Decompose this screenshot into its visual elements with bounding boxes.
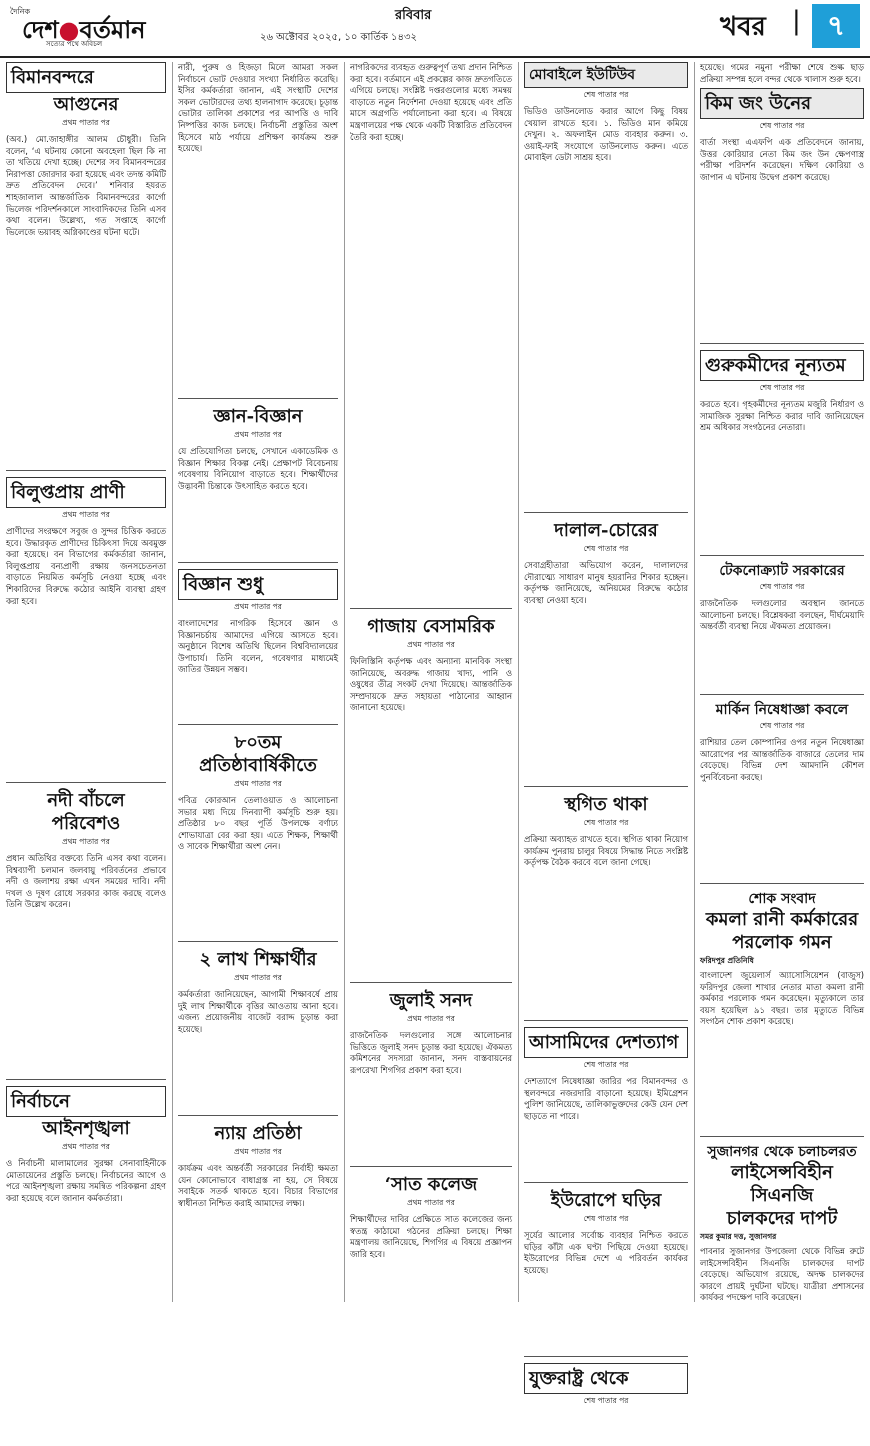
story-headline[interactable]: ইউরোপে ঘড়ির bbox=[550, 1190, 662, 1211]
story-separator bbox=[700, 343, 864, 344]
story-headline[interactable]: কিম জং উনের bbox=[700, 88, 864, 119]
story-seven-colleges[interactable] bbox=[350, 1173, 512, 1334]
story-headline[interactable]: পরিবেশও bbox=[51, 813, 121, 834]
story-headline[interactable]: গাজায় বেসামরিক bbox=[367, 616, 495, 637]
story-body: কর্মকর্তারা জানিয়েছেন, আগামী শিক্ষাবর্ষে প্রায় দুই লাখ শিক্ষার্থীকে বৃত্তির আওতায় আনা হবে। এজন্য প্রয়োজনীয় বাজেট বরাদ্দ চূড়ান্ত করা হয়েছে। bbox=[178, 989, 338, 1034]
continued-label: শেষ পাতার পর bbox=[583, 1214, 629, 1223]
story-election-security[interactable] bbox=[6, 1086, 166, 1358]
story-headline[interactable]: জ্ঞান-বিজ্ঞান bbox=[213, 406, 303, 427]
column-divider bbox=[344, 62, 345, 1302]
story-body: প্রক্রিয়া অব্যাহত রাখতে হবে। স্থগিত থাকা নিয়োগ কার্যক্রম পুনরায় চালুর বিষয়ে সিদ্ধান্ত নিতে সংশ্লিষ্ট কর্তৃপক্ষ বৈঠক করবে বলে জানা গেছে। bbox=[524, 834, 688, 868]
story-headline[interactable]: আসামিদের দেশত্যাগ bbox=[524, 1027, 688, 1058]
story-separator bbox=[350, 608, 512, 609]
story-80th-anniversary[interactable] bbox=[178, 731, 338, 935]
story-river-environment[interactable] bbox=[6, 789, 166, 1073]
continued-label: প্রথম পাতার পর bbox=[62, 118, 110, 127]
story-body: দেশত্যাগে নিষেধাজ্ঞা জারির পর বিমানবন্দর ও স্থলবন্দরে নজরদারি বাড়ানো হয়েছে। ইমিগ্রেশন পুলিশ জানিয়েছে, তালিকাভুক্তদের কেউ যেন দেশ ছাড়তে না পারে। bbox=[524, 1076, 688, 1121]
issue-date: ২৬ অক্টোবর ২০২৫, ১০ কার্তিক ১৪৩২ bbox=[260, 32, 417, 43]
logo-part2: বর্তমান bbox=[79, 15, 146, 44]
story-science-only[interactable] bbox=[178, 569, 338, 718]
story-headline[interactable]: গুরুকমীদের নূন্যতম bbox=[700, 350, 864, 381]
column-divider bbox=[694, 62, 695, 1302]
story-headline[interactable]: সুজানগর থেকে চলাচলরত bbox=[707, 1144, 857, 1160]
continued-label: শেষ পাতার পর bbox=[583, 1060, 629, 1069]
continued-label: প্রথম পাতার পর bbox=[407, 1198, 455, 1207]
story-body: নাগরিকদের ব্যবহৃত গুরুত্বপূর্ণ তথ্য প্রদান নিশ্চিত করা হবে। বর্তমানে এই প্রকল্পের কাজ দ্রুতগতিতে এগিয়ে চলছে। সংশ্লিষ্ট দপ্তরগুলোর মধ্যে সমন্বয় বাড়াতে নতুন নির্দেশনা দেওয়া হয়েছে এবং প্রতি মাসে অগ্রগতি পর্যালোচনা করা হবে। এ বিষয়ে মন্ত্রণালয়ের পক্ষ থেকে একটি বিস্তারিত প্রতিবেদন তৈরি করা হচ্ছে। bbox=[350, 62, 512, 142]
story-headline[interactable]: নদী বাঁচলে bbox=[47, 790, 125, 811]
story-endangered-animals[interactable] bbox=[6, 477, 166, 776]
story-separator bbox=[178, 1115, 338, 1116]
story-domestic-workers[interactable] bbox=[700, 350, 864, 549]
story-accused-leaving-country[interactable] bbox=[524, 1027, 688, 1176]
logo-slogan: সত্যের পথে অবিচল bbox=[46, 40, 103, 48]
story-headline[interactable]: দালাল-চোরের bbox=[554, 520, 658, 541]
story-body: সূর্যের আলোর সর্বোচ্চ ব্যবহার নিশ্চিত করতে ঘড়ির কাঁটা এক ঘণ্টা পিছিয়ে দেওয়া হয়েছে। ইউরোপের বিভিন্ন দেশে এ পরিবর্তন কার্যকর হয়েছে। bbox=[524, 1230, 688, 1275]
story-europe-clock[interactable] bbox=[524, 1189, 688, 1350]
story-headline[interactable]: ৮০তম bbox=[234, 732, 282, 753]
story-mobile-youtube[interactable] bbox=[524, 62, 688, 506]
logo-separator: ● bbox=[58, 15, 80, 44]
story-separator bbox=[350, 1166, 512, 1167]
continued-label: শেষ পাতার পর bbox=[759, 582, 805, 591]
story-body: সেবাগ্রহীতারা অভিযোগ করেন, দালালদের দৌরাত্ম্যে সাধারণ মানুষ হয়রানির শিকার হচ্ছেন। কর্তৃপক্ষ জানিয়েছে, অনিয়মের বিরুদ্ধে কঠোর ব্যবস্থা নেওয়া হবে। bbox=[524, 560, 688, 605]
story-separator bbox=[700, 1136, 864, 1137]
continued-label: প্রথম পাতার পর bbox=[62, 837, 110, 846]
column-2 bbox=[178, 62, 338, 1302]
continued-label: প্রথম পাতার পর bbox=[234, 779, 282, 788]
continued-label: প্রথম পাতার পর bbox=[407, 640, 455, 649]
story-separator bbox=[700, 694, 864, 695]
story-separator bbox=[178, 398, 338, 399]
story-headline[interactable]: প্রতিষ্ঠাবার্ষিকীতে bbox=[199, 755, 317, 776]
story-body: রাশিয়ার তেল কোম্পানির ওপর নতুন নিষেধাজ্ঞা আরোপের পর আন্তর্জাতিক বাজারে তেলের দাম বেড়েছে। বিভিন্ন দেশ আমদানি কৌশল পুনর্বিবেচনা করছে। bbox=[700, 737, 864, 782]
logo-part1: দেশ bbox=[22, 15, 59, 44]
story-headline[interactable]: লাইসেন্সবিহীন সিএনজি bbox=[731, 1162, 833, 1206]
continued-label: শেষ পাতার পর bbox=[759, 721, 805, 730]
story-justice-establishment[interactable] bbox=[178, 1122, 338, 1313]
story-obituary[interactable] bbox=[700, 890, 864, 1130]
story-body: রাজনৈতিক দলগুলোর সঙ্গে আলোচনার ভিত্তিতে জুলাই সনদ চূড়ান্ত করা হয়েছে। ঐকমত্য কমিশনের সদস্যরা জানান, সনদ বাস্তবায়নের রূপরেখা শিগগির প্রকাশ করা হবে। bbox=[350, 1030, 512, 1075]
story-headline[interactable]: পরলোক গমন bbox=[732, 932, 832, 953]
story-body: ভিডিও ডাউনলোড করার আগে কিছু বিষয় খেয়াল রাখতে হবে। ১. ভিডিও মান কমিয়ে দেখুন। ২. অফলাইন মোড ব্যবহার করুন। ৩. ওয়াই-ফাই সংযোগে ডাউনলোড করুন। এতে মোবাইল ডেটা সাশ্রয় হবে। bbox=[524, 106, 688, 163]
column-4 bbox=[524, 62, 688, 1405]
continued-label: প্রথম পাতার পর bbox=[234, 973, 282, 982]
logo-daily-label: দৈনিক bbox=[10, 7, 31, 16]
story-body: শিক্ষার্থীদের দাবির প্রেক্ষিতে সাত কলেজের জন্য স্বতন্ত্র কাঠামো গঠনের প্রক্রিয়া চলছে। শিক্ষা মন্ত্রণালয় জানিয়েছে, শিগগির এ বিষয়ে প্রজ্ঞাপন জারি হবে। bbox=[350, 1214, 512, 1259]
section-divider: | bbox=[792, 6, 801, 36]
story-separator bbox=[524, 512, 688, 513]
story-body: পবিত্র কোরআন তেলাওয়াত ও আলোচনা সভার মধ্য দিয়ে দিনব্যাপী কর্মসূচি শুরু হয়। প্রতিষ্ঠার ৮০ বছর পূর্তি উপলক্ষে বর্ণাঢ্য শোভাযাত্রা বের করা হয়। এতে শিক্ষক, শিক্ষার্থী ও সাবেক শিক্ষার্থীরা অংশ নেন। bbox=[178, 795, 338, 852]
continued-label: শেষ পাতার পর bbox=[759, 383, 805, 392]
story-headline[interactable]: বিমানবন্দরে bbox=[6, 62, 166, 93]
story-body: রাজনৈতিক দলগুলোর অবস্থান জানতে আলোচনা চলছে। বিশ্লেষকরা বলছেন, দীর্ঘমেয়াদি অন্তর্বর্তী ব্যবস্থা নিয়ে ঐকমত্য প্রয়োজন। bbox=[700, 598, 864, 632]
story-kim-jong-un[interactable] bbox=[700, 88, 864, 337]
story-2-lakh-students[interactable] bbox=[178, 948, 338, 1109]
story-july-charter[interactable] bbox=[350, 989, 512, 1160]
story-us-sanctions[interactable] bbox=[700, 701, 864, 877]
story-body: বাংলাদেশের নাগরিক হিসেবে জ্ঞান ও বিজ্ঞানচর্চায় আমাদের এগিয়ে আসতে হবে। অনুষ্ঠানে বিশেষ অতিথি ছিলেন বিশ্ববিদ্যালয়ের উপাচার্য। তিনি বলেন, গবেষণার মাধ্যমেই জাতির উন্নয়ন সম্ভব। bbox=[178, 618, 338, 675]
story-separator bbox=[524, 1182, 688, 1183]
continued-label: শেষ পাতার পর bbox=[583, 818, 629, 827]
issue-day: রবিবার bbox=[395, 8, 432, 23]
story-headline[interactable]: মোবাইলে ইউটিউব bbox=[524, 62, 688, 88]
continued-label: প্রথম পাতার পর bbox=[407, 1014, 455, 1023]
column-1 bbox=[6, 62, 166, 1302]
continued-label: প্রথম পাতার পর bbox=[62, 1142, 110, 1151]
story-body: পাবনার সুজানগর উপজেলা থেকে বিভিন্ন রুটে লাইসেন্সবিহীন সিএনজি চালকদের দাপট বেড়েছে। অভিযোগ রয়েছে, অদক্ষ চালকদের কারণে প্রায়ই দুর্ঘটনা ঘটছে। যাত্রীরা প্রশাসনের কার্যকর পদক্ষেপ দাবি করেছেন। bbox=[700, 1246, 864, 1303]
story-separator bbox=[350, 982, 512, 983]
story-body: প্রধান অতিথির বক্তব্যে তিনি এসব কথা বলেন। বিশ্বব্যাপী চলমান জলবায়ু পরিবর্তনের প্রভাবে নদী ও জলাশয় রক্ষা এখন সময়ের দাবি। নদী দখল ও দূষণ রোধে সরকার কাজ করছে বলেও তিনি উল্লেখ করেন। bbox=[6, 853, 166, 910]
newspaper-logo[interactable] bbox=[8, 6, 158, 46]
story-headline[interactable]: মার্কিন নিষেধাজ্ঞা কবলে bbox=[715, 702, 849, 718]
story-headline[interactable]: টেকনোক্র্যাট সরকারের bbox=[719, 563, 845, 579]
story-separator bbox=[178, 724, 338, 725]
story-gaza-civilians[interactable] bbox=[350, 615, 512, 976]
story-separator bbox=[6, 782, 166, 783]
story-body: যে প্রতিযোগিতা চলছে, সেখানে একাডেমিক ও বিজ্ঞান শিক্ষার বিকল্প নেই। প্রেক্ষাপট বিবেচনায় গবেষণায় বিনিয়োগ বাড়াতে হবে। শিক্ষার্থীদের উদ্ভাবনী চিন্তাকে উৎসাহিত করতে হবে। bbox=[178, 446, 338, 491]
story-headline[interactable]: স্থগিত থাকা bbox=[564, 794, 648, 815]
story-body: প্রাণীদের সংরক্ষণে সবুজ ও সুন্দর চিত্তিক করতে হবে। উদ্ধারকৃত প্রাণীদের চিকিৎসা দিয়ে অবমুক্ত করা হয়েছে। বন বিভাগের কর্মকর্তারা জানান, বিলুপ্তপ্রায় বন্যপ্রাণী রক্ষায় জনসচেতনতা বাড়াতে নিয়মিত কর্মসূচি নেওয়া হচ্ছে এবং শিকারিদের বিরুদ্ধে কঠোর আইনি ব্যবস্থা গ্রহণ করা হবে। bbox=[6, 526, 166, 606]
byline: সমর কুমার দত্ত, সুজানগর bbox=[700, 1232, 777, 1241]
story-body: বাংলাদেশ জুয়েলার্স অ্যাসোসিয়েশন (বাজুস) ফরিদপুর জেলা শাখার নেতার মাতা কমলা রানী কর্মকার পরলোক গমন করেছেন। মৃত্যুকালে তার বয়স হয়েছিল ৯১ বছর। তার মৃত্যুতে বিভিন্ন সংগঠন শোক প্রকাশ করেছে। bbox=[700, 970, 864, 1027]
story-separator bbox=[700, 555, 864, 556]
story-body: ও নির্বাচনী মালামালের সুরক্ষা সেনাবাহিনীকে মোতায়েনের প্রস্তুতি চলছে। নির্বাচনের আগে ও পরে আইনশৃঙ্খলা রক্ষায় সমন্বিত পরিকল্পনা গ্রহণ করা হয়েছে বলে জানান কর্মকর্তারা। bbox=[6, 1158, 166, 1203]
column-divider bbox=[518, 62, 519, 1302]
story-headline[interactable]: চালকদের দাপট bbox=[726, 1208, 838, 1229]
story-headline[interactable]: আইনশৃঙ্খলা bbox=[42, 1118, 130, 1139]
section-title: খবর bbox=[720, 12, 766, 42]
story-body: (অব.) মো.জাহাঙ্গীর আলম চৌধুরী। তিনি বলেন, ‘এ ঘটনায় কোনো অবহেলা ছিল কি না তা খতিয়ে দেখা হচ্ছে। দেশের সব বিমানবন্দরের নিরাপত্তা জোরদার করা হয়েছে এবং তদন্ত কমিটি দ্রুত প্রতিবেদন দেবে।’ শনিবার হযরত শাহজালাল আন্তর্জাতিক বিমানবন্দরের কার্গো ভিলেজ পরিদর্শনকালে সাংবাদিকদের তিনি এসব কথা বলেন। উল্লেখ্য, গত সপ্তাহে কার্গো ভিলেজে ভয়াবহ অগ্নিকাণ্ডের ঘটনা ঘটে। bbox=[6, 134, 166, 237]
story-broker-thief[interactable] bbox=[524, 519, 688, 780]
story-airport-fire[interactable] bbox=[6, 62, 166, 464]
story-body: নারী, পুরুষ ও হিজড়া মিলে আমরা সকল নির্বাচনে ভোট দেওয়ার সংখ্যা নির্ধারিত করেছি। ইসির কর্মকর্তারা জানান, এই সংস্থাটি দেশের সকল ভোটারদের তথ্য হালনাগাদ করেছে। চূড়ান্ত ভোটার তালিকা প্রকাশের পর আপত্তি ও দাবি নিষ্পত্তির কাজ চলছে। নির্বাচনী প্রস্তুতির অংশ হিসেবে মাঠ পর্যায়ে প্রশিক্ষণ কার্যক্রম শুরু হয়েছে। bbox=[178, 62, 338, 154]
story-body: কার্যক্রম এবং অন্তর্বর্তী সরকারের নির্বাহী ক্ষমতা যেন কোনোভাবে বাধাগ্রস্ত না হয়, সে বিষয়ে সবাইকে সতর্ক থাকতে হবে। বিচার বিভাগের স্বাধীনতা নিশ্চিত করাই আমাদের লক্ষ্য। bbox=[178, 1163, 338, 1208]
continued-label: প্রথম পাতার পর bbox=[234, 1147, 282, 1156]
continued-label: শেষ পাতার পর bbox=[759, 121, 805, 130]
continued-label: শেষ পাতার পর bbox=[583, 1396, 629, 1405]
story-from-usa[interactable] bbox=[524, 1363, 688, 1408]
story-headline[interactable]: ২ লাখ শিক্ষার্থীর bbox=[199, 949, 317, 970]
story-body: ফিলিস্তিনি কর্তৃপক্ষ এবং অন্যান্য মানবিক সংস্থা জানিয়েছে, অবরুদ্ধ গাজায় খাদ্য, পানি ও ওষুধের তীব্র সংকট দেখা দিয়েছে। আন্তর্জাতিক সম্প্রদায়কে দ্রুত সহায়তা পাঠানোর আহ্বান জানানো হয়েছে। bbox=[350, 656, 512, 713]
story-headline[interactable]: বিলুপ্তপ্রায় প্রাণী bbox=[6, 477, 166, 508]
page-number-badge: ৭ bbox=[812, 4, 860, 48]
story-separator bbox=[178, 941, 338, 942]
story-headline[interactable]: নির্বাচনে bbox=[6, 1086, 166, 1117]
column-5 bbox=[700, 62, 864, 1302]
story-separator bbox=[524, 1020, 688, 1021]
continued-label: প্রথম পাতার পর bbox=[234, 430, 282, 439]
story-technocrat-government[interactable] bbox=[700, 562, 864, 688]
story-headline[interactable]: আগুনের bbox=[53, 94, 119, 115]
continued-label: শেষ পাতার পর bbox=[583, 90, 629, 99]
story-body: করতে হবে। গৃহকর্মীদের নূন্যতম মজুরি নির্ধারণ ও সামাজিক সুরক্ষা নিশ্চিত করার দাবি জানিয়েছেন শ্রম অধিকার সংগঠনের নেতারা। bbox=[700, 399, 864, 433]
story-separator bbox=[700, 883, 864, 884]
story-headline[interactable]: ‘সাত কলেজ bbox=[384, 1174, 478, 1195]
story-headline[interactable]: কমলা রানী কর্মকারের bbox=[705, 909, 859, 930]
story-headline[interactable]: যুক্তরাষ্ট্র থেকে bbox=[524, 1363, 688, 1394]
column-3 bbox=[350, 62, 512, 1302]
story-suspended[interactable] bbox=[524, 793, 688, 1014]
story-body: বার্তা সংস্থা এএফপি এক প্রতিবেদনে জানায়, উত্তর কোরিয়ার নেতা কিম জং উন ক্ষেপণাস্ত্র পরীক্ষা পরিদর্শন করেছেন। দক্ষিণ কোরিয়া ও জাপান এ ঘটনায় উদ্বেগ প্রকাশ করেছে। bbox=[700, 137, 864, 182]
story-separator bbox=[6, 470, 166, 471]
story-separator bbox=[524, 1356, 688, 1357]
column-divider bbox=[172, 62, 173, 1302]
story-separator bbox=[6, 1079, 166, 1080]
story-unlicensed-cng[interactable] bbox=[700, 1143, 864, 1446]
story-headline[interactable]: জুলাই সনদ bbox=[389, 990, 473, 1011]
story-separator bbox=[178, 562, 338, 563]
story-separator bbox=[524, 786, 688, 787]
story-headline[interactable]: বিজ্ঞান শুধু bbox=[178, 569, 338, 600]
byline: ফরিদপুর প্রতিনিধি bbox=[700, 956, 754, 965]
story-body: হয়েছে। গমের নমুনা পরীক্ষা শেষে শুল্ক ছাড় প্রক্রিয়া সম্পন্ন হলে বন্দর থেকে খালাস শুরু হবে। bbox=[700, 62, 864, 84]
obituary-label: শোক সংবাদ bbox=[748, 891, 816, 907]
continued-label: প্রথম পাতার পর bbox=[234, 602, 282, 611]
masthead bbox=[0, 0, 870, 58]
continued-label: শেষ পাতার পর bbox=[583, 544, 629, 553]
story-headline[interactable]: ন্যায় প্রতিষ্ঠা bbox=[214, 1123, 302, 1144]
continued-label: প্রথম পাতার পর bbox=[62, 510, 110, 519]
story-knowledge-science[interactable] bbox=[178, 405, 338, 556]
